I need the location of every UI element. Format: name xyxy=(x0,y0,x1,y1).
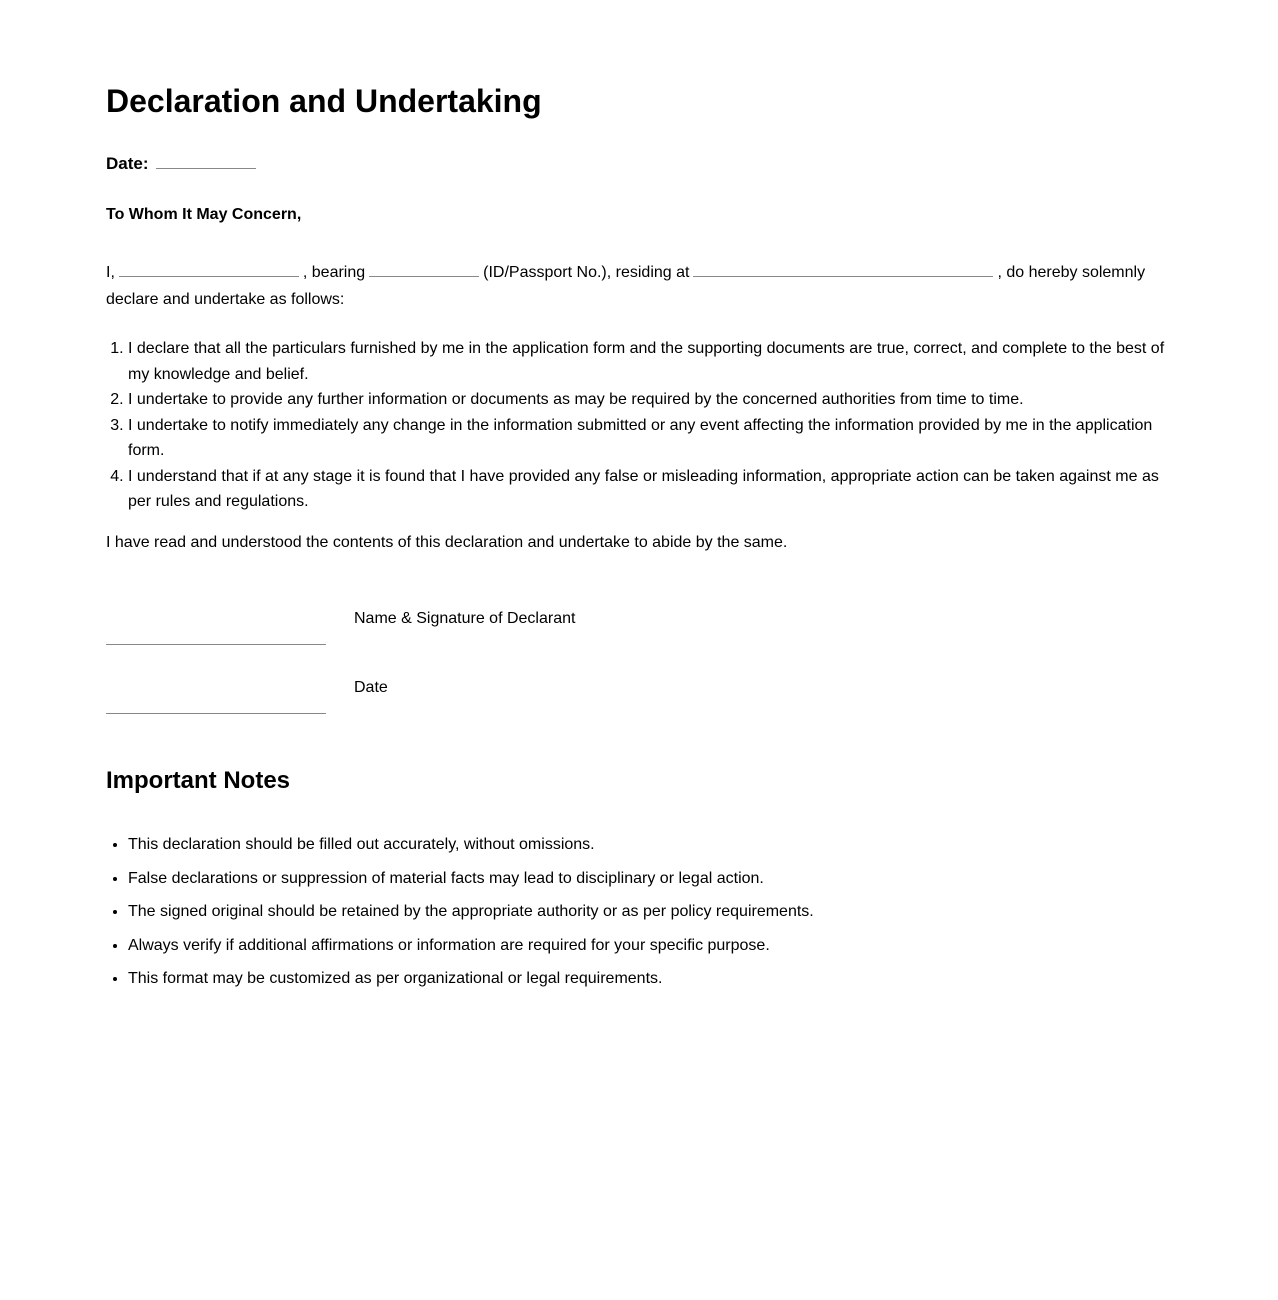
intro-text-3: (ID/Passport No.), residing at xyxy=(483,264,690,281)
declaration-points-list xyxy=(106,336,1176,515)
signature-date-line[interactable] xyxy=(106,713,326,714)
signature-line[interactable] xyxy=(106,644,326,645)
date-row xyxy=(106,152,256,174)
intro-text-2: , bearing xyxy=(302,264,366,281)
closing-statement: I have read and understood the contents of this declaration and undertake to abide by the same. xyxy=(106,534,788,551)
note-item: • Always verify if additional affirmations or information are required for your specific purpose. xyxy=(128,936,1176,956)
notes-heading: Important Notes xyxy=(106,767,291,794)
notes-list xyxy=(106,835,1176,1003)
declaration-point: 2. I undertake to provide any further information or documents as may be required by the concerned authorities from time to time. xyxy=(128,387,1176,413)
declaration-point: 3. I undertake to notify immediately any change in the information submitted or any event affecting the information provided by me in the application form. xyxy=(128,413,1176,464)
salutation: To Whom It May Concern, xyxy=(106,206,302,223)
date-label: Date: xyxy=(106,154,149,173)
intro-text-4: , do hereby solemnly declare and undertake as follows: xyxy=(106,264,1146,308)
note-item: • This declaration should be filled out accurately, without omissions. xyxy=(128,835,1176,855)
address-blank-field[interactable] xyxy=(693,261,993,277)
declaration-intro xyxy=(106,259,1176,313)
declaration-point: 4. I understand that if at any stage it is found that I have provided any false or misleading information, appropriate action can be taken against me as per rules and regulations. xyxy=(128,464,1176,515)
date-blank-field[interactable] xyxy=(156,152,256,169)
note-item: • False declarations or suppression of material facts may lead to disciplinary or legal action. xyxy=(128,869,1176,889)
declaration-point: 1. I declare that all the particulars furnished by me in the application form and the supporting documents are true, correct, and complete to the best of my knowledge and belief. xyxy=(128,336,1176,387)
signature-label: Name & Signature of Declarant xyxy=(354,610,576,627)
note-item: • This format may be customized as per organizational or legal requirements. xyxy=(128,969,1176,989)
intro-text-1: I, xyxy=(106,264,115,281)
note-item: • The signed original should be retained by the appropriate authority or as per policy requirements. xyxy=(128,902,1176,922)
name-blank-field[interactable] xyxy=(119,261,299,277)
id-passport-blank-field[interactable] xyxy=(369,261,479,277)
signature-date-label: Date xyxy=(354,679,388,696)
page-title: Declaration and Undertaking xyxy=(106,83,542,119)
